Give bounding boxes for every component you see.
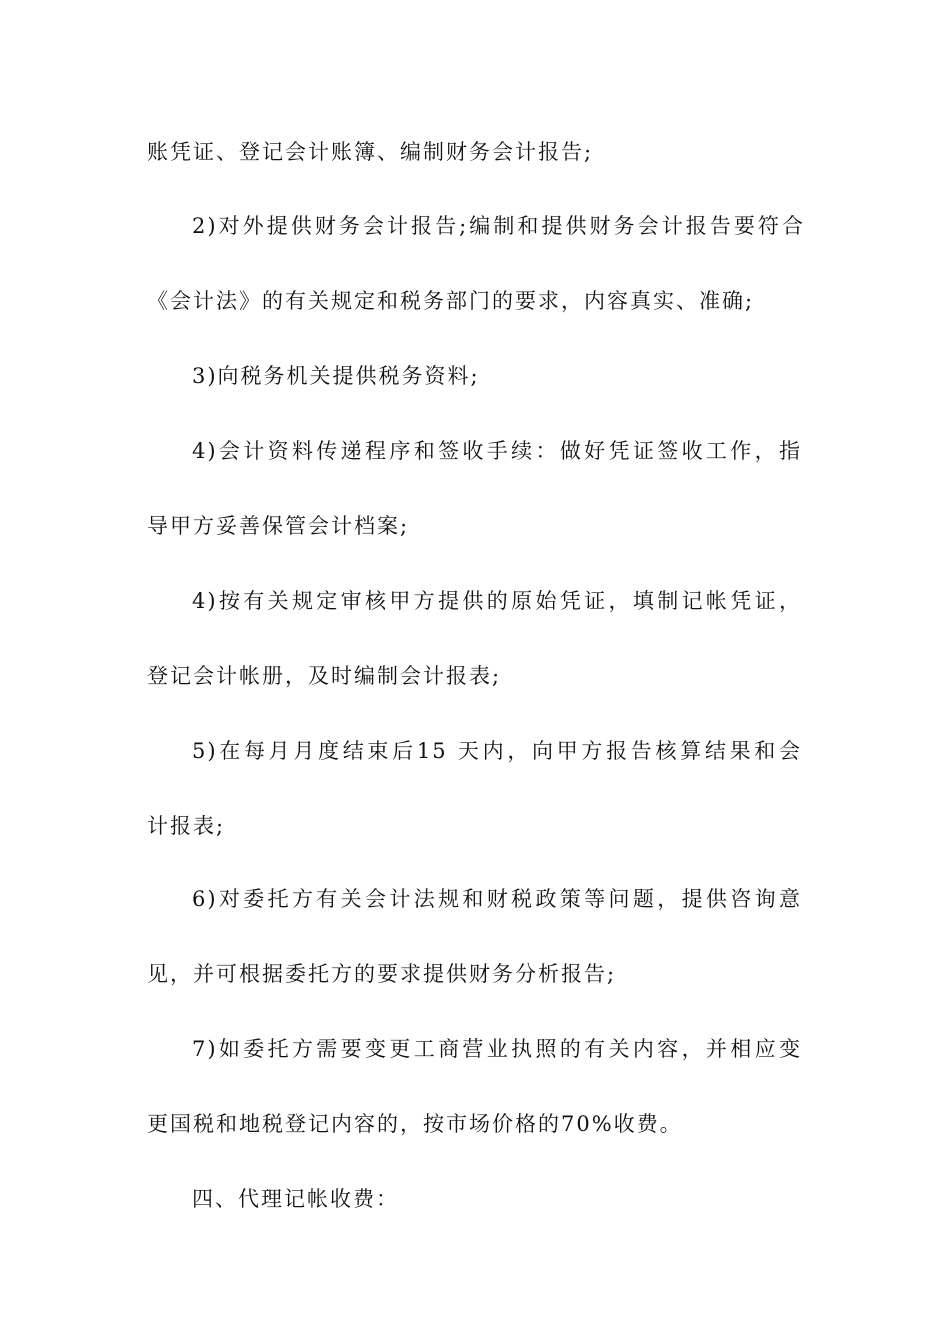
paragraph-line: 计报表; [147, 814, 226, 838]
paragraph-line: 更国税和地税登记内容的，按市场价格的70%收费。 [147, 1112, 683, 1136]
paragraph-line: 2)对外提供财务会计报告;编制和提供财务会计报告要符合 [192, 214, 805, 238]
paragraph-line: 导甲方妥善保管会计档案; [147, 514, 410, 538]
paragraph-line: 4)会计资料传递程序和签收手续：做好凭证签收工作，指 [192, 439, 802, 463]
paragraph-line: 3)向税务机关提供税务资料; [192, 364, 480, 388]
paragraph-line: 7)如委托方需要变更工商营业执照的有关内容，并相应变 [192, 1037, 802, 1061]
section-heading: 四、代理记帐收费： [192, 1187, 399, 1211]
paragraph-line: 《会计法》的有关规定和税务部门的要求，内容真实、准确; [147, 289, 755, 313]
paragraph-line: 账凭证、登记会计账簿、编制财务会计报告; [147, 140, 594, 164]
paragraph-line: 见，并可根据委托方的要求提供财务分析报告; [147, 962, 617, 986]
paragraph-line: 4)按有关规定审核甲方提供的原始凭证，填制记帐凭证， [192, 589, 802, 613]
paragraph-line: 登记会计帐册，及时编制会计报表; [147, 664, 502, 688]
paragraph-line: 6)对委托方有关会计法规和财税政策等问题，提供咨询意 [192, 887, 802, 911]
paragraph-line: 5)在每月月度结束后15 天内，向甲方报告核算结果和会 [192, 739, 802, 763]
